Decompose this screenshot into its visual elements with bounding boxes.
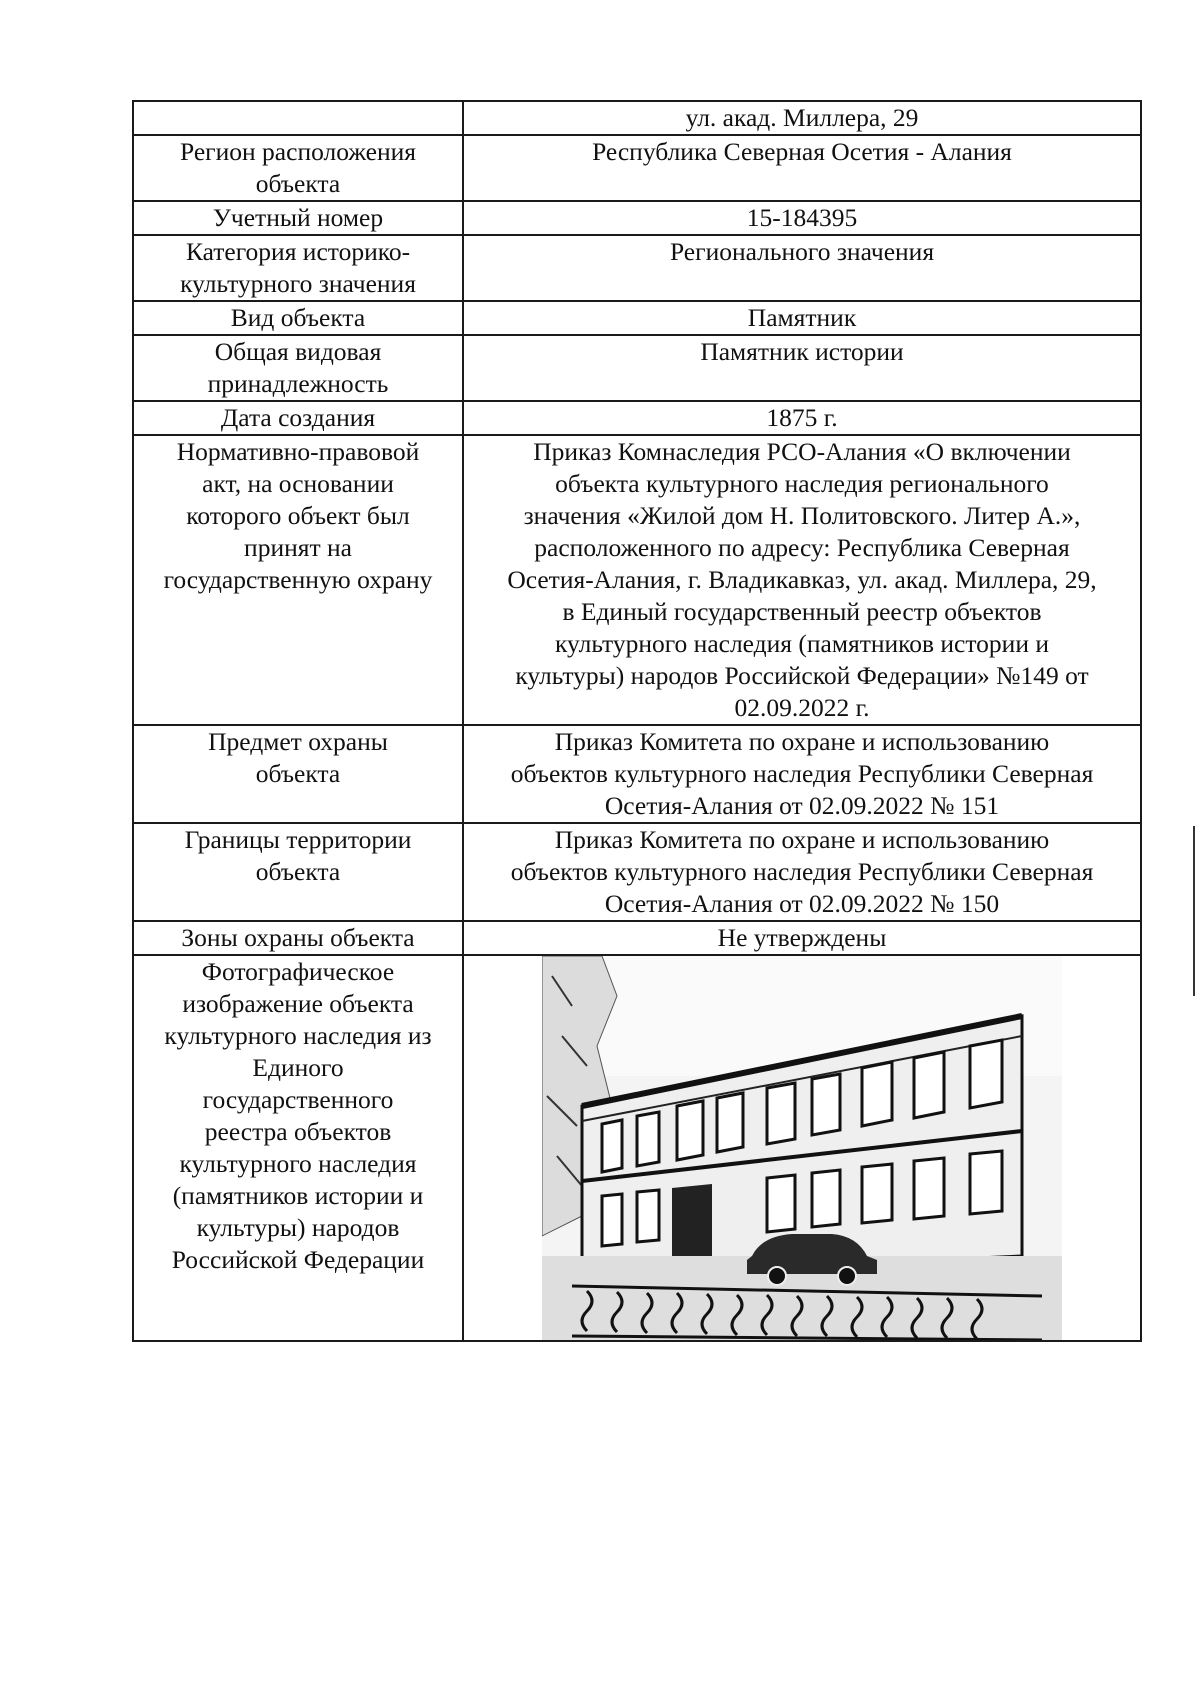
value-line: объектов культурного наследия Республики Северная: [510, 759, 1094, 788]
value-cell: [463, 135, 1141, 201]
value-cell: [463, 301, 1141, 335]
scan-edge-mark: [1193, 826, 1195, 996]
label-cell: [133, 201, 463, 235]
value-line: культурного наследия (памятников истории и: [554, 629, 1049, 658]
label-line: Границы территории: [184, 825, 412, 854]
value-line: расположенного по адресу: Республика Северная: [534, 533, 1070, 562]
value-line: в Единый государственный реестр объектов: [562, 597, 1042, 626]
heritage-object-table: [132, 100, 1142, 1342]
label-line: реестра объектов: [204, 1117, 392, 1146]
value-line: Республика Северная Осетия - Алания: [592, 137, 1012, 166]
value-line: объектов культурного наследия Республики Северная: [510, 857, 1094, 886]
value-line: 02.09.2022 г.: [734, 693, 870, 722]
value-cell: [463, 921, 1141, 955]
label-line: Российской Федерации: [171, 1245, 425, 1274]
value-cell: [463, 335, 1141, 401]
label-line: культуры) народов: [196, 1213, 400, 1242]
value-line: 15-184395: [746, 203, 858, 232]
label-line: Вид объекта: [230, 303, 366, 332]
label-line: государственную охрану: [163, 565, 433, 594]
value-cell: [463, 823, 1141, 921]
label-line: принят на: [244, 533, 352, 562]
label-line: Учетный номер: [212, 203, 384, 232]
label-cell: [133, 921, 463, 955]
table-row: [133, 301, 1141, 335]
label-line: культурного наследия: [179, 1149, 417, 1178]
label-cell: [133, 101, 463, 135]
value-line: значения «Жилой дом Н. Политовского. Литер А.»,: [523, 501, 1081, 530]
label-cell: [133, 235, 463, 301]
label-line: Категория историко-: [185, 237, 411, 266]
value-line: Приказ Комитета по охране и использованию: [554, 727, 1050, 756]
label-line: культурного значения: [180, 269, 416, 298]
table-row: [133, 725, 1141, 823]
value-line: Осетия-Алания, г. Владикавказ, ул. акад. Миллера, 29,: [507, 565, 1097, 594]
value-line: 1875 г.: [766, 403, 838, 432]
label-line: которого объект был: [186, 501, 410, 530]
table-row: [133, 235, 1141, 301]
label-line: Нормативно-правовой: [176, 437, 420, 466]
label-line: культурного наследия из: [164, 1021, 432, 1050]
building-photo: [542, 956, 1062, 1340]
value-cell: [463, 435, 1141, 725]
label-line: принадлежность: [207, 369, 389, 398]
label-cell: [133, 135, 463, 201]
photo-row: [133, 955, 1141, 1341]
label-line: объекта: [255, 169, 341, 198]
value-line: Осетия-Алания от 02.09.2022 № 151: [604, 791, 1000, 820]
label-line: Регион расположения: [180, 137, 416, 166]
label-line: Зоны охраны объекта: [181, 923, 415, 952]
building-photo-drawing: [542, 956, 1062, 1340]
label-line: Единого: [252, 1053, 344, 1082]
table-row: [133, 823, 1141, 921]
label-cell: [133, 435, 463, 725]
label-cell: [133, 335, 463, 401]
label-line: объекта: [255, 857, 341, 886]
value-cell: [463, 235, 1141, 301]
label-line: государственного: [202, 1085, 394, 1114]
label-line: (памятников истории и: [172, 1181, 424, 1210]
value-line: ул. акад. Миллера, 29: [685, 103, 919, 132]
label-cell: [133, 955, 463, 1341]
label-cell: [133, 301, 463, 335]
label-line: объекта: [255, 759, 341, 788]
label-line: Фотографическое: [201, 957, 395, 986]
value-line: культуры) народов Российской Федерации» №149 от: [515, 661, 1089, 690]
label-line: Предмет охраны: [208, 727, 388, 756]
label-line: изображение объекта: [182, 989, 414, 1018]
value-cell: [463, 401, 1141, 435]
value-line: Не утверждены: [717, 923, 887, 952]
label-cell: [133, 401, 463, 435]
table-row: [133, 335, 1141, 401]
value-line: Памятник истории: [700, 337, 904, 366]
table-body: [133, 101, 1141, 1341]
value-line: Регионального значения: [669, 237, 935, 266]
photo-cell: [463, 955, 1141, 1341]
value-cell: [463, 101, 1141, 135]
value-line: Памятник: [747, 303, 857, 332]
table-row: [133, 201, 1141, 235]
value-line: объекта культурного наследия регионального: [555, 469, 1049, 498]
table-row: [133, 401, 1141, 435]
table-row: [133, 101, 1141, 135]
label-line: Дата создания: [220, 403, 376, 432]
value-cell: [463, 725, 1141, 823]
label-line: акт, на основании: [202, 469, 394, 498]
table-row: [133, 435, 1141, 725]
label-line: Общая видовая: [214, 337, 382, 366]
value-line: Приказ Комитета по охране и использованию: [554, 825, 1050, 854]
value-cell: [463, 201, 1141, 235]
table-row: [133, 921, 1141, 955]
label-cell: [133, 725, 463, 823]
value-line: Приказ Комнаследия РСО-Алания «О включении: [533, 437, 1071, 466]
value-line: Осетия-Алания от 02.09.2022 № 150: [604, 889, 1000, 918]
table-row: [133, 135, 1141, 201]
label-cell: [133, 823, 463, 921]
